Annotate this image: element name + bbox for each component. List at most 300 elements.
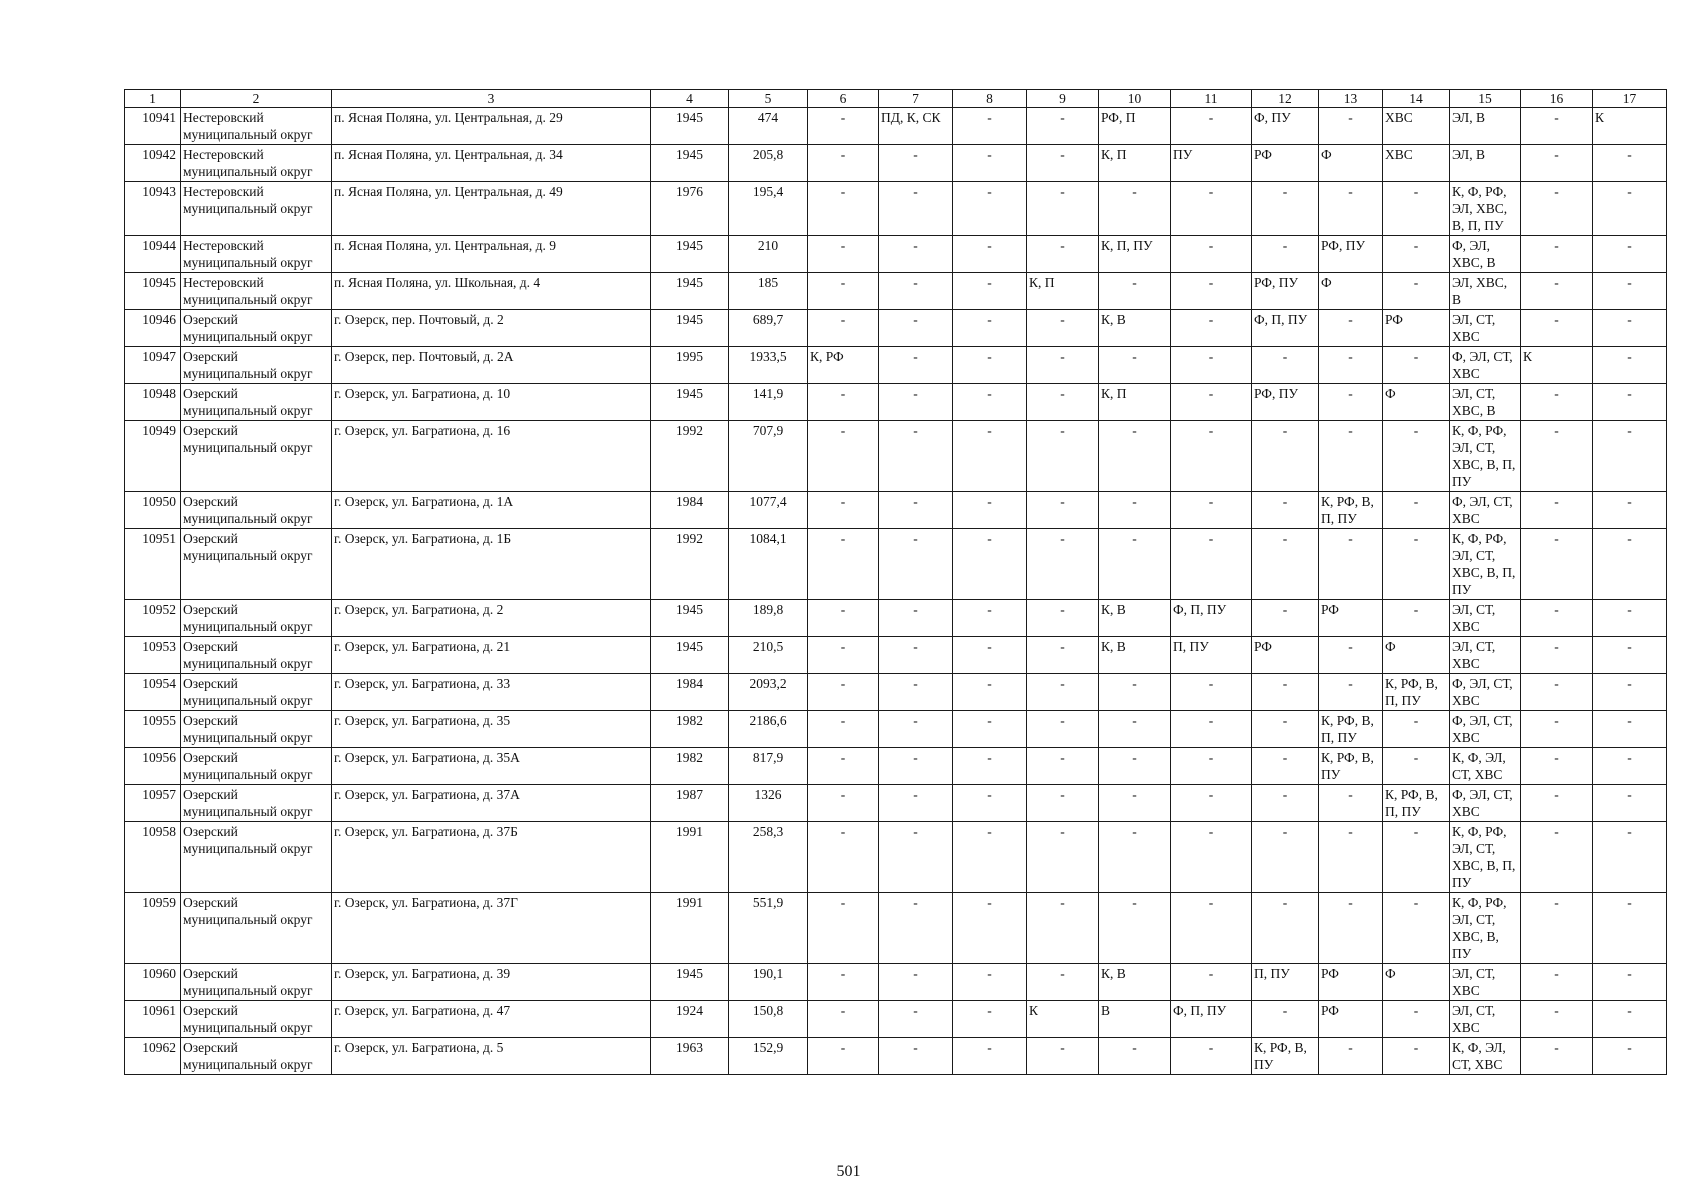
table-cell-col9: - bbox=[1027, 421, 1099, 492]
table-cell-col4: 1945 bbox=[651, 273, 729, 310]
table-cell-col14: - bbox=[1383, 347, 1450, 384]
table-cell-col14: К, РФ, В, П, ПУ bbox=[1383, 785, 1450, 822]
table-cell-col12: - bbox=[1252, 1001, 1319, 1038]
table-cell-col5: 474 bbox=[729, 108, 808, 145]
table-cell-col7: - bbox=[879, 421, 953, 492]
table-cell-col3: г. Озерск, ул. Багратиона, д. 33 bbox=[332, 674, 651, 711]
table-cell-col14: - bbox=[1383, 492, 1450, 529]
table-cell-col3: г. Озерск, ул. Багратиона, д. 47 bbox=[332, 1001, 651, 1038]
table-cell-col6: - bbox=[808, 600, 879, 637]
table-cell-col11: - bbox=[1171, 964, 1252, 1001]
table-cell-col12: Ф, П, ПУ bbox=[1252, 310, 1319, 347]
table-cell-col14: - bbox=[1383, 600, 1450, 637]
table-cell-col13: К, РФ, В, ПУ bbox=[1319, 748, 1383, 785]
table-cell-col8: - bbox=[953, 384, 1027, 421]
table-cell-col10: - bbox=[1099, 273, 1171, 310]
table-cell-col1: 10942 bbox=[125, 145, 181, 182]
table-cell-col16: - bbox=[1521, 236, 1593, 273]
table-cell-col17: - bbox=[1593, 600, 1667, 637]
table-cell-col13: - bbox=[1319, 785, 1383, 822]
table-cell-col1: 10950 bbox=[125, 492, 181, 529]
table-cell-col8: - bbox=[953, 600, 1027, 637]
column-header: 12 bbox=[1252, 90, 1319, 108]
table-cell-col8: - bbox=[953, 637, 1027, 674]
table-body bbox=[125, 108, 1667, 1075]
table-cell-col4: 1945 bbox=[651, 236, 729, 273]
table-cell-col11: - bbox=[1171, 492, 1252, 529]
table-cell-col15: ЭЛ, СТ, ХВС bbox=[1450, 310, 1521, 347]
table-cell-col6: К, РФ bbox=[808, 347, 879, 384]
table-cell-col12: - bbox=[1252, 182, 1319, 236]
table-cell-col16: - bbox=[1521, 600, 1593, 637]
table-cell-col14: - bbox=[1383, 182, 1450, 236]
table-cell-col1: 10955 bbox=[125, 711, 181, 748]
table-cell-col13: - bbox=[1319, 1038, 1383, 1075]
table-cell-col5: 707,9 bbox=[729, 421, 808, 492]
table-cell-col1: 10959 bbox=[125, 893, 181, 964]
table-cell-col13: Ф bbox=[1319, 145, 1383, 182]
table-cell-col9: - bbox=[1027, 384, 1099, 421]
table-cell-col10: - bbox=[1099, 182, 1171, 236]
table-cell-col1: 10949 bbox=[125, 421, 181, 492]
table-cell-col13: - bbox=[1319, 182, 1383, 236]
table-cell-col11: - bbox=[1171, 529, 1252, 600]
column-header: 2 bbox=[181, 90, 332, 108]
table-cell-col4: 1976 bbox=[651, 182, 729, 236]
table-cell-col8: - bbox=[953, 785, 1027, 822]
table-cell-col11: - bbox=[1171, 711, 1252, 748]
table-cell-col9: - bbox=[1027, 711, 1099, 748]
table-cell-col11: - bbox=[1171, 893, 1252, 964]
table-cell-col13: РФ bbox=[1319, 1001, 1383, 1038]
table-cell-col4: 1945 bbox=[651, 600, 729, 637]
table-cell-col7: - bbox=[879, 1001, 953, 1038]
table-cell-col16: - bbox=[1521, 273, 1593, 310]
table-cell-col1: 10945 bbox=[125, 273, 181, 310]
table-cell-col5: 195,4 bbox=[729, 182, 808, 236]
table-cell-col12: П, ПУ bbox=[1252, 964, 1319, 1001]
table-cell-col10: - bbox=[1099, 822, 1171, 893]
table-cell-col8: - bbox=[953, 711, 1027, 748]
table-cell-col17: К bbox=[1593, 108, 1667, 145]
table-cell-col16: - bbox=[1521, 1001, 1593, 1038]
table-cell-col15: К, Ф, РФ, ЭЛ, ХВС, В, П, ПУ bbox=[1450, 182, 1521, 236]
table-cell-col10: - bbox=[1099, 347, 1171, 384]
column-header: 10 bbox=[1099, 90, 1171, 108]
column-header: 8 bbox=[953, 90, 1027, 108]
table-cell-col12: РФ, ПУ bbox=[1252, 273, 1319, 310]
table-cell-col1: 10956 bbox=[125, 748, 181, 785]
table-row bbox=[125, 347, 1667, 384]
table-cell-col4: 1992 bbox=[651, 529, 729, 600]
table-row bbox=[125, 964, 1667, 1001]
table-cell-col13: - bbox=[1319, 384, 1383, 421]
table-cell-col1: 10952 bbox=[125, 600, 181, 637]
table-cell-col7: - bbox=[879, 347, 953, 384]
table-cell-col2: Озерский муниципальный округ bbox=[181, 637, 332, 674]
table-cell-col5: 817,9 bbox=[729, 748, 808, 785]
table-cell-col6: - bbox=[808, 964, 879, 1001]
table-cell-col17: - bbox=[1593, 492, 1667, 529]
table-cell-col16: - bbox=[1521, 822, 1593, 893]
table-cell-col6: - bbox=[808, 1001, 879, 1038]
table-cell-col4: 1945 bbox=[651, 637, 729, 674]
table-cell-col3: г. Озерск, ул. Багратиона, д. 35 bbox=[332, 711, 651, 748]
table-cell-col1: 10957 bbox=[125, 785, 181, 822]
table-cell-col2: Озерский муниципальный округ bbox=[181, 384, 332, 421]
table-cell-col4: 1945 bbox=[651, 310, 729, 347]
table-cell-col11: - bbox=[1171, 182, 1252, 236]
table-cell-col15: К, Ф, РФ, ЭЛ, СТ, ХВС, В, П, ПУ bbox=[1450, 529, 1521, 600]
table-cell-col13: РФ bbox=[1319, 600, 1383, 637]
table-cell-col3: п. Ясная Поляна, ул. Центральная, д. 9 bbox=[332, 236, 651, 273]
table-cell-col2: Озерский муниципальный округ bbox=[181, 748, 332, 785]
table-cell-col7: - bbox=[879, 964, 953, 1001]
table-cell-col6: - bbox=[808, 236, 879, 273]
table-cell-col12: - bbox=[1252, 674, 1319, 711]
table-cell-col11: - bbox=[1171, 108, 1252, 145]
table-cell-col2: Нестеровский муниципальный округ bbox=[181, 236, 332, 273]
column-header: 9 bbox=[1027, 90, 1099, 108]
table-cell-col16: - bbox=[1521, 964, 1593, 1001]
table-row bbox=[125, 310, 1667, 347]
table-cell-col17: - bbox=[1593, 236, 1667, 273]
table-cell-col17: - bbox=[1593, 711, 1667, 748]
table-cell-col12: - bbox=[1252, 236, 1319, 273]
table-cell-col8: - bbox=[953, 347, 1027, 384]
table-cell-col12: РФ, ПУ bbox=[1252, 384, 1319, 421]
table-cell-col8: - bbox=[953, 310, 1027, 347]
table-cell-col2: Нестеровский муниципальный округ bbox=[181, 108, 332, 145]
table-cell-col2: Озерский муниципальный округ bbox=[181, 421, 332, 492]
table-cell-col9: - bbox=[1027, 964, 1099, 1001]
table-cell-col8: - bbox=[953, 822, 1027, 893]
table-cell-col3: г. Озерск, ул. Багратиона, д. 21 bbox=[332, 637, 651, 674]
table-cell-col5: 185 bbox=[729, 273, 808, 310]
table-cell-col5: 1084,1 bbox=[729, 529, 808, 600]
table-cell-col5: 210,5 bbox=[729, 637, 808, 674]
table-cell-col16: К bbox=[1521, 347, 1593, 384]
table-row bbox=[125, 273, 1667, 310]
table-cell-col7: - bbox=[879, 711, 953, 748]
table-cell-col2: Озерский муниципальный округ bbox=[181, 674, 332, 711]
table-cell-col11: - bbox=[1171, 236, 1252, 273]
table-cell-col16: - bbox=[1521, 748, 1593, 785]
table-cell-col16: - bbox=[1521, 637, 1593, 674]
table-cell-col8: - bbox=[953, 145, 1027, 182]
table-cell-col1: 10962 bbox=[125, 1038, 181, 1075]
table-cell-col12: - bbox=[1252, 785, 1319, 822]
table-cell-col13: Ф bbox=[1319, 273, 1383, 310]
column-header: 16 bbox=[1521, 90, 1593, 108]
table-cell-col1: 10960 bbox=[125, 964, 181, 1001]
column-header: 17 bbox=[1593, 90, 1667, 108]
table-cell-col6: - bbox=[808, 893, 879, 964]
table-row bbox=[125, 785, 1667, 822]
table-cell-col10: - bbox=[1099, 785, 1171, 822]
table-cell-col9: - bbox=[1027, 748, 1099, 785]
table-row bbox=[125, 108, 1667, 145]
table-cell-col17: - bbox=[1593, 347, 1667, 384]
table-cell-col8: - bbox=[953, 492, 1027, 529]
table-cell-col3: п. Ясная Поляна, ул. Центральная, д. 49 bbox=[332, 182, 651, 236]
table-cell-col7: - bbox=[879, 674, 953, 711]
table-cell-col9: - bbox=[1027, 785, 1099, 822]
table-cell-col12: - bbox=[1252, 822, 1319, 893]
table-cell-col10: РФ, П bbox=[1099, 108, 1171, 145]
column-header: 14 bbox=[1383, 90, 1450, 108]
table-cell-col4: 1982 bbox=[651, 748, 729, 785]
table-cell-col4: 1945 bbox=[651, 384, 729, 421]
table-cell-col14: Ф bbox=[1383, 637, 1450, 674]
table-cell-col14: - bbox=[1383, 748, 1450, 785]
table-cell-col16: - bbox=[1521, 108, 1593, 145]
table-cell-col7: - bbox=[879, 273, 953, 310]
table-cell-col3: г. Озерск, ул. Багратиона, д. 37А bbox=[332, 785, 651, 822]
table-cell-col13: - bbox=[1319, 893, 1383, 964]
housing-register-table bbox=[124, 89, 1667, 1075]
table-cell-col14: - bbox=[1383, 421, 1450, 492]
table-cell-col13: - bbox=[1319, 421, 1383, 492]
table-cell-col7: - bbox=[879, 785, 953, 822]
table-cell-col6: - bbox=[808, 637, 879, 674]
table-cell-col14: - bbox=[1383, 893, 1450, 964]
table-cell-col11: - bbox=[1171, 384, 1252, 421]
table-cell-col4: 1987 bbox=[651, 785, 729, 822]
table-cell-col11: - bbox=[1171, 310, 1252, 347]
table-cell-col6: - bbox=[808, 310, 879, 347]
table-row bbox=[125, 421, 1667, 492]
table-cell-col6: - bbox=[808, 529, 879, 600]
table-cell-col1: 10961 bbox=[125, 1001, 181, 1038]
table-cell-col15: ЭЛ, ХВС, В bbox=[1450, 273, 1521, 310]
table-cell-col8: - bbox=[953, 1001, 1027, 1038]
table-cell-col9: - bbox=[1027, 347, 1099, 384]
table-cell-col7: - bbox=[879, 145, 953, 182]
table-cell-col4: 1945 bbox=[651, 964, 729, 1001]
table-cell-col8: - bbox=[953, 529, 1027, 600]
table-cell-col12: - bbox=[1252, 421, 1319, 492]
table-cell-col3: г. Озерск, пер. Почтовый, д. 2 bbox=[332, 310, 651, 347]
table-cell-col5: 189,8 bbox=[729, 600, 808, 637]
table-cell-col5: 210 bbox=[729, 236, 808, 273]
table-cell-col14: - bbox=[1383, 1038, 1450, 1075]
table-cell-col15: ЭЛ, В bbox=[1450, 145, 1521, 182]
table-cell-col17: - bbox=[1593, 637, 1667, 674]
table-cell-col6: - bbox=[808, 145, 879, 182]
table-cell-col9: - bbox=[1027, 310, 1099, 347]
table-cell-col4: 1984 bbox=[651, 492, 729, 529]
table-cell-col3: г. Озерск, ул. Багратиона, д. 16 bbox=[332, 421, 651, 492]
table-cell-col11: - bbox=[1171, 822, 1252, 893]
table-cell-col1: 10948 bbox=[125, 384, 181, 421]
table-cell-col8: - bbox=[953, 893, 1027, 964]
table-cell-col5: 551,9 bbox=[729, 893, 808, 964]
table-cell-col9: - bbox=[1027, 822, 1099, 893]
table-cell-col17: - bbox=[1593, 145, 1667, 182]
table-cell-col17: - bbox=[1593, 785, 1667, 822]
column-header: 1 bbox=[125, 90, 181, 108]
table-cell-col9: - bbox=[1027, 600, 1099, 637]
table-cell-col11: - bbox=[1171, 421, 1252, 492]
table-cell-col13: - bbox=[1319, 108, 1383, 145]
table-cell-col4: 1945 bbox=[651, 145, 729, 182]
table-cell-col2: Озерский муниципальный округ bbox=[181, 492, 332, 529]
table-cell-col3: г. Озерск, ул. Багратиона, д. 2 bbox=[332, 600, 651, 637]
table-cell-col15: К, Ф, ЭЛ, СТ, ХВС bbox=[1450, 1038, 1521, 1075]
table-cell-col5: 1077,4 bbox=[729, 492, 808, 529]
table-cell-col10: - bbox=[1099, 529, 1171, 600]
table-cell-col7: - bbox=[879, 384, 953, 421]
table-cell-col4: 1945 bbox=[651, 108, 729, 145]
table-cell-col15: К, Ф, РФ, ЭЛ, СТ, ХВС, В, ПУ bbox=[1450, 893, 1521, 964]
table-cell-col3: г. Озерск, пер. Почтовый, д. 2А bbox=[332, 347, 651, 384]
table-cell-col2: Озерский муниципальный округ bbox=[181, 310, 332, 347]
table-cell-col5: 258,3 bbox=[729, 822, 808, 893]
table-cell-col2: Озерский муниципальный округ bbox=[181, 711, 332, 748]
table-cell-col16: - bbox=[1521, 529, 1593, 600]
table-cell-col3: г. Озерск, ул. Багратиона, д. 39 bbox=[332, 964, 651, 1001]
column-header: 3 bbox=[332, 90, 651, 108]
table-cell-col17: - bbox=[1593, 964, 1667, 1001]
table-cell-col10: К, В bbox=[1099, 964, 1171, 1001]
table-cell-col5: 2093,2 bbox=[729, 674, 808, 711]
table-cell-col3: г. Озерск, ул. Багратиона, д. 35А bbox=[332, 748, 651, 785]
table-cell-col10: К, В bbox=[1099, 637, 1171, 674]
column-header: 6 bbox=[808, 90, 879, 108]
table-cell-col3: п. Ясная Поляна, ул. Центральная, д. 29 bbox=[332, 108, 651, 145]
table-cell-col10: К, П, ПУ bbox=[1099, 236, 1171, 273]
table-cell-col6: - bbox=[808, 822, 879, 893]
table-cell-col8: - bbox=[953, 182, 1027, 236]
table-cell-col16: - bbox=[1521, 893, 1593, 964]
table-cell-col10: К, В bbox=[1099, 310, 1171, 347]
table-cell-col6: - bbox=[808, 748, 879, 785]
table-cell-col11: - bbox=[1171, 347, 1252, 384]
table-cell-col17: - bbox=[1593, 182, 1667, 236]
table-cell-col7: - bbox=[879, 893, 953, 964]
table-cell-col11: - bbox=[1171, 748, 1252, 785]
table-cell-col4: 1991 bbox=[651, 893, 729, 964]
table-cell-col7: ПД, К, СК bbox=[879, 108, 953, 145]
table-row bbox=[125, 822, 1667, 893]
table-cell-col2: Озерский муниципальный округ bbox=[181, 1001, 332, 1038]
table-row bbox=[125, 236, 1667, 273]
table-cell-col13: - bbox=[1319, 637, 1383, 674]
table-cell-col15: Ф, ЭЛ, ХВС, В bbox=[1450, 236, 1521, 273]
table-cell-col15: К, Ф, РФ, ЭЛ, СТ, ХВС, В, П, ПУ bbox=[1450, 822, 1521, 893]
table-cell-col2: Озерский муниципальный округ bbox=[181, 1038, 332, 1075]
table-cell-col11: - bbox=[1171, 674, 1252, 711]
table-cell-col7: - bbox=[879, 236, 953, 273]
table-cell-col10: - bbox=[1099, 492, 1171, 529]
table-cell-col16: - bbox=[1521, 674, 1593, 711]
table-cell-col9: - bbox=[1027, 637, 1099, 674]
table-row bbox=[125, 1001, 1667, 1038]
table-cell-col6: - bbox=[808, 182, 879, 236]
table-row bbox=[125, 529, 1667, 600]
table-cell-col4: 1984 bbox=[651, 674, 729, 711]
table-cell-col8: - bbox=[953, 674, 1027, 711]
table-cell-col7: - bbox=[879, 1038, 953, 1075]
table-cell-col16: - bbox=[1521, 785, 1593, 822]
table-row bbox=[125, 674, 1667, 711]
table-cell-col3: п. Ясная Поляна, ул. Центральная, д. 34 bbox=[332, 145, 651, 182]
table-cell-col4: 1995 bbox=[651, 347, 729, 384]
table-cell-col7: - bbox=[879, 600, 953, 637]
table-cell-col15: Ф, ЭЛ, СТ, ХВС bbox=[1450, 711, 1521, 748]
table-cell-col7: - bbox=[879, 637, 953, 674]
table-cell-col5: 689,7 bbox=[729, 310, 808, 347]
table-cell-col12: РФ bbox=[1252, 637, 1319, 674]
table-cell-col15: ЭЛ, В bbox=[1450, 108, 1521, 145]
column-number-row bbox=[125, 90, 1667, 108]
table-cell-col9: - bbox=[1027, 182, 1099, 236]
table-cell-col1: 10954 bbox=[125, 674, 181, 711]
table-cell-col10: В bbox=[1099, 1001, 1171, 1038]
table-cell-col12: РФ bbox=[1252, 145, 1319, 182]
table-cell-col1: 10951 bbox=[125, 529, 181, 600]
table-cell-col17: - bbox=[1593, 1001, 1667, 1038]
table-cell-col3: г. Озерск, ул. Багратиона, д. 37Г bbox=[332, 893, 651, 964]
table-cell-col2: Озерский муниципальный округ bbox=[181, 893, 332, 964]
table-cell-col17: - bbox=[1593, 310, 1667, 347]
table-cell-col16: - bbox=[1521, 310, 1593, 347]
table-cell-col11: - bbox=[1171, 273, 1252, 310]
table-cell-col15: ЭЛ, СТ, ХВС bbox=[1450, 637, 1521, 674]
table-cell-col15: ЭЛ, СТ, ХВС bbox=[1450, 1001, 1521, 1038]
table-cell-col4: 1992 bbox=[651, 421, 729, 492]
table-cell-col17: - bbox=[1593, 529, 1667, 600]
table-cell-col10: - bbox=[1099, 711, 1171, 748]
table-cell-col9: - bbox=[1027, 492, 1099, 529]
table-cell-col2: Озерский муниципальный округ bbox=[181, 347, 332, 384]
table-cell-col11: П, ПУ bbox=[1171, 637, 1252, 674]
table-cell-col16: - bbox=[1521, 421, 1593, 492]
table-cell-col3: г. Озерск, ул. Багратиона, д. 1Б bbox=[332, 529, 651, 600]
table-cell-col10: К, П bbox=[1099, 145, 1171, 182]
table-cell-col6: - bbox=[808, 711, 879, 748]
table-cell-col3: г. Озерск, ул. Багратиона, д. 5 bbox=[332, 1038, 651, 1075]
table-cell-col9: - bbox=[1027, 893, 1099, 964]
table-cell-col17: - bbox=[1593, 1038, 1667, 1075]
table-cell-col6: - bbox=[808, 674, 879, 711]
table-cell-col9: К bbox=[1027, 1001, 1099, 1038]
table-cell-col2: Озерский муниципальный округ bbox=[181, 785, 332, 822]
table-cell-col12: - bbox=[1252, 529, 1319, 600]
table-cell-col11: ПУ bbox=[1171, 145, 1252, 182]
table-cell-col1: 10953 bbox=[125, 637, 181, 674]
table-cell-col6: - bbox=[808, 108, 879, 145]
table-cell-col1: 10947 bbox=[125, 347, 181, 384]
table-cell-col9: - bbox=[1027, 108, 1099, 145]
table-cell-col2: Нестеровский муниципальный округ bbox=[181, 182, 332, 236]
table-cell-col7: - bbox=[879, 822, 953, 893]
table-cell-col14: ХВС bbox=[1383, 108, 1450, 145]
column-header: 4 bbox=[651, 90, 729, 108]
table-cell-col17: - bbox=[1593, 822, 1667, 893]
table-cell-col5: 205,8 bbox=[729, 145, 808, 182]
table-cell-col9: - bbox=[1027, 529, 1099, 600]
table-cell-col14: - bbox=[1383, 711, 1450, 748]
table-cell-col10: - bbox=[1099, 421, 1171, 492]
table-cell-col6: - bbox=[808, 1038, 879, 1075]
table-cell-col10: - bbox=[1099, 748, 1171, 785]
table-cell-col12: - bbox=[1252, 893, 1319, 964]
table-cell-col16: - bbox=[1521, 145, 1593, 182]
table-cell-col15: Ф, ЭЛ, СТ, ХВС bbox=[1450, 674, 1521, 711]
table-cell-col13: РФ, ПУ bbox=[1319, 236, 1383, 273]
